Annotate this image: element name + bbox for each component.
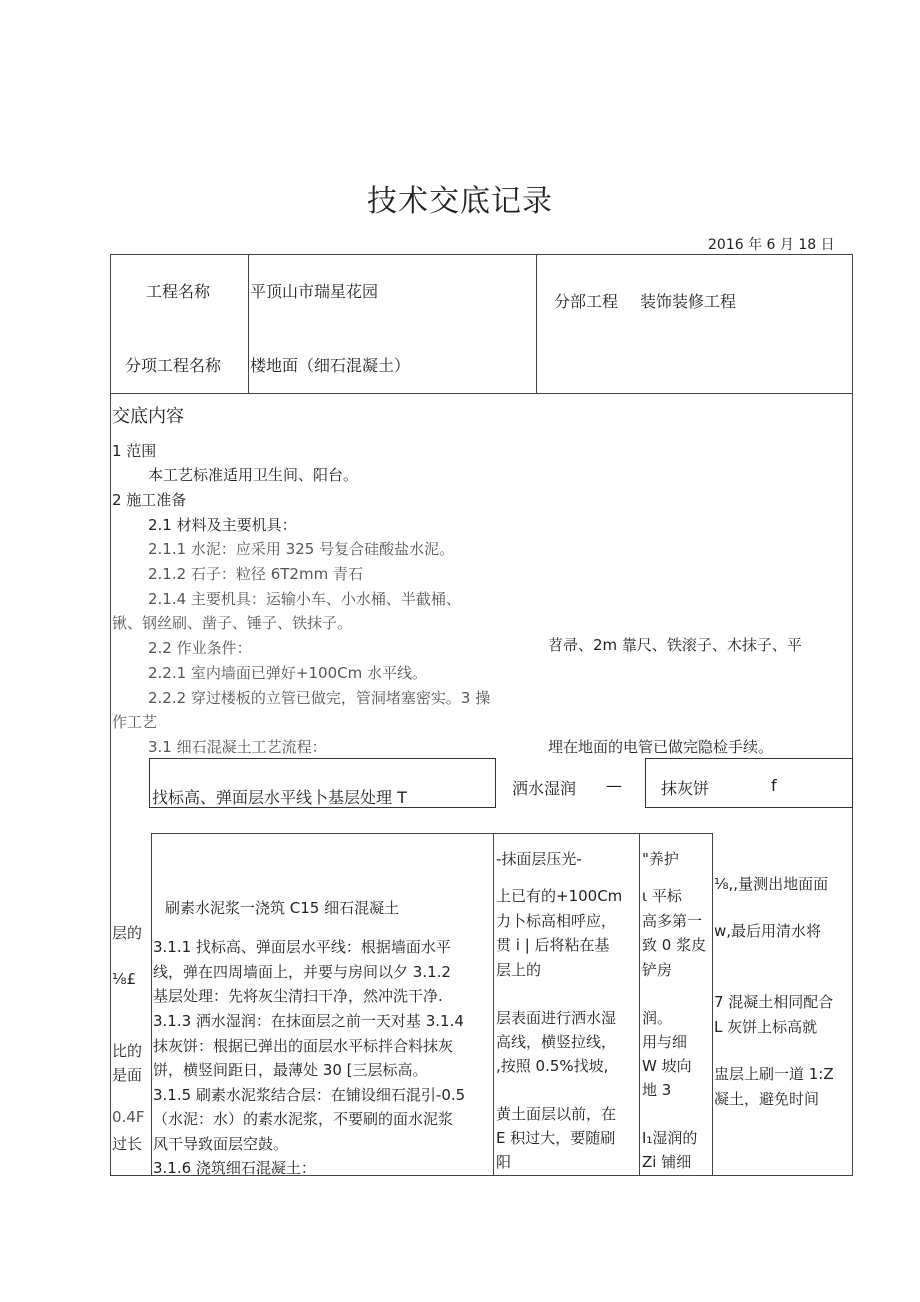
col2-line: 力卜标高相呼应，: [496, 912, 617, 930]
page-title: 技术交底记录: [367, 184, 553, 219]
content-line: 1 范围: [112, 442, 157, 460]
content-line: 本工艺标准适用卫生间、阳台。: [148, 466, 359, 484]
col2-line: 黄土面层以前，在: [496, 1105, 617, 1123]
flow-step-text: 找标高、弹面层水平线卜基层处理 T: [152, 788, 407, 807]
content-heading: 交底内容: [112, 406, 184, 427]
content-line: 作工艺: [112, 713, 158, 731]
margin-fragment: ⅛£: [112, 970, 137, 988]
flow-step-box: [149, 758, 496, 808]
flow-box-left: [151, 833, 152, 1176]
content-right-line: 苕帚、2m 靠尺、铁滚子、木抹子、平: [548, 636, 802, 654]
col3-line: W 坡向: [642, 1057, 692, 1075]
margin-fragment: 层的: [112, 924, 143, 942]
subitem-label: 分项工程名称: [125, 356, 222, 375]
flow-step-box: [645, 758, 853, 808]
content-line: 2.1.1 水泥：应采用 325 号复合硅酸盐水泥。: [148, 540, 455, 558]
margin-fragment: 0.4F: [112, 1108, 145, 1126]
col4-line: 7 混凝土相同配合: [714, 993, 834, 1011]
content-line: 锹、钢丝刷、凿子、锤子、铁抹子。: [112, 614, 353, 632]
flow-arrow: —: [606, 776, 622, 795]
content-line: 2.2 作业条件：: [148, 639, 252, 657]
col1-line: 3.1.1 找标高、弹面层水平线：根据墙面水平: [153, 938, 451, 956]
col1-line: 基层处理：先将灰尘清扫干净，然冲洗干净.: [153, 987, 443, 1005]
project-name-value: 平顶山市瑞星花园: [250, 282, 379, 301]
col3-line: 润。: [642, 1009, 673, 1027]
flow-box-top: [151, 833, 713, 834]
content-line: 2.1.2 石子：粒径 6T2mm 青石: [148, 565, 363, 583]
margin-fragment: 比的: [112, 1042, 143, 1060]
col4-line: 盅层上刷一道 1:Z: [714, 1065, 834, 1083]
flow-box-divider: [493, 833, 494, 1176]
col1-line: 饼，横竖间距日，最薄处 30 [三层标高。: [153, 1061, 428, 1079]
flow-step-text: -抹面层压光-: [496, 850, 582, 868]
col1-line: 风干导致面层空鼓。: [153, 1135, 289, 1153]
content-line: 2 施工准备: [112, 491, 187, 509]
col3-line: 地 3: [642, 1081, 672, 1099]
flow-step-text: "养护: [642, 850, 679, 868]
col2-line: ,按照 0.5%找坡,: [496, 1057, 609, 1075]
flow-box-divider: [639, 833, 640, 1176]
col3-line: 高多第一: [642, 912, 703, 930]
col1-line: 抹灰饼：根据已弹出的面层水平标拌合料抹灰: [153, 1037, 454, 1055]
division-label: 分部工程: [554, 292, 619, 311]
col1-line: 3.1.3 洒水湿润：在抹面层之前一天对基 3.1.4: [153, 1012, 464, 1030]
col3-line: 致 0 浆皮: [642, 936, 707, 954]
division-value: 装饰装修工程: [640, 292, 737, 311]
col3-line: ι 平标: [642, 887, 682, 905]
header-divider-2: [536, 254, 537, 394]
flow-arrow: f: [771, 776, 777, 795]
col1-line: 3.1.6 浇筑细石混凝土：: [153, 1159, 316, 1177]
content-line: 3.1 细石混凝土工艺流程：: [148, 738, 327, 756]
content-right-line: 埋在地面的电管已做完隐检手续。: [548, 738, 774, 756]
col4-line: ⅛,,量测出地面面: [714, 875, 829, 893]
col1-line: 3.1.5 刷素水泥浆结合层：在铺设细石混引-0.5: [153, 1086, 466, 1104]
col2-line: E 积过大，要随刷: [496, 1129, 616, 1147]
content-line: 2.1.4 主要机具：运输小车、小水桶、半截桶、: [148, 590, 461, 608]
col3-line: Zi 铺细: [642, 1153, 692, 1171]
col1-line: 线，弹在四周墙面上，并要与房间以夕 3.1.2: [153, 963, 451, 981]
subitem-value: 楼地面（细石混凝土）: [250, 356, 411, 375]
flow-step-text: 抹灰饼: [661, 779, 710, 798]
content-line: 2.1 材料及主要机具：: [148, 516, 297, 534]
project-name-label: 工程名称: [146, 282, 211, 301]
record-date: 2016 年 6 月 18 日: [708, 237, 835, 253]
table-top-border: [110, 254, 853, 255]
margin-fragment: 过长: [112, 1135, 143, 1153]
col3-line: 用与细: [642, 1033, 688, 1051]
col2-line: 阳: [496, 1153, 512, 1171]
flow-step-text: 洒水湿润: [512, 779, 577, 798]
col2-line: 层表面进行洒水湿: [496, 1009, 617, 1027]
col4-line: 凝土，避免时间: [714, 1090, 820, 1108]
content-line: 2.2.1 室内墙面已弹好+100Cm 水平线。: [148, 664, 427, 682]
margin-fragment: 是面: [112, 1066, 143, 1084]
header-divider-1: [248, 254, 249, 394]
col3-line: 铲房: [642, 961, 673, 979]
flow-step-text: 刷素水泥浆一浇筑 C15 细石混凝土: [165, 899, 400, 917]
col2-line: 层上的: [496, 961, 542, 979]
col2-line: 高线，横竖拉线，: [496, 1033, 617, 1051]
col1-line: （水泥：水）的素水泥浆，不要刷的面水泥浆: [153, 1110, 454, 1128]
col3-line: I₁湿润的: [642, 1129, 698, 1147]
content-line: 2.2.2 穿过楼板的立管已做完，管洞堵塞密实。3 操: [148, 689, 491, 707]
col2-line: 贯 i | 后将粘在基: [496, 936, 610, 954]
col2-line: 上已有的+100Cm: [496, 887, 623, 905]
header-bottom-border: [110, 393, 853, 394]
flow-box-right: [712, 833, 713, 1176]
col4-line: w,最后用清水将: [714, 922, 822, 940]
col4-line: L 灰饼上标高就: [714, 1018, 818, 1036]
